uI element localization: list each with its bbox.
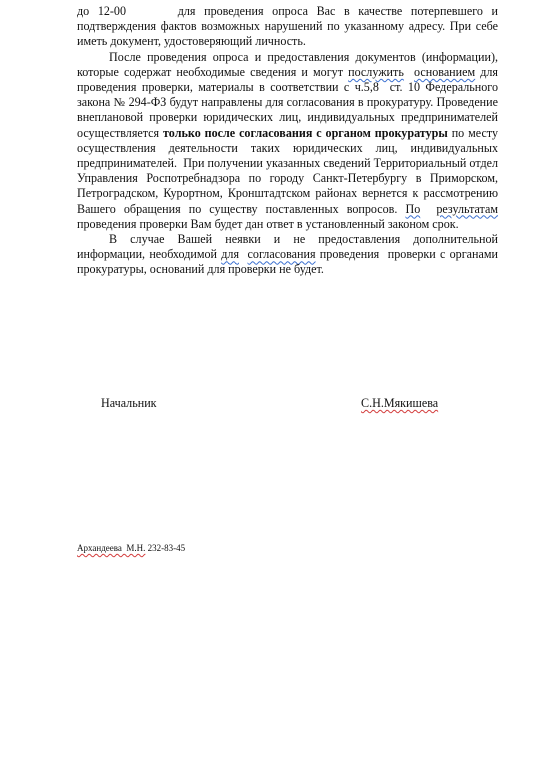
paragraph-nonappearance (77, 232, 502, 278)
procedure-text-3: для проведения проверки, материалы в соответствии с ч.5,8 ст. 10 Федерального закона № 294-ФЗ будут направлены для согласования в прокуратуру. Проведение внеплановой проверки юридических лиц, индивидуальных предпринимателей осуществляется (77, 64, 502, 140)
nonappearance-text-2 (239, 247, 248, 261)
word-rezultatam: результатам (436, 201, 499, 216)
procedure-text-1: После проведения опроса и предоставления документов (информации), которые содержат необходимые сведения и могут (77, 49, 502, 79)
paragraph-appointment (77, 4, 502, 50)
letter-body (77, 4, 502, 278)
word-osnovaniem: основанием (414, 64, 476, 79)
signature-role: Начальник (101, 396, 157, 410)
procedure-text-2 (404, 65, 414, 79)
word-soglasovaniya: согласования (247, 247, 316, 262)
word-dlya: для (221, 247, 240, 262)
word-posluzhit: послужить (348, 64, 404, 79)
procedure-bold-text: только после согласования с органом прокуратуры (163, 125, 448, 140)
executor-phone: 232-83-45 (147, 543, 186, 553)
procedure-text-4: по месту осуществления деятельности таких юридических лиц, индивидуальных предпринимателей. При получении указанных сведений Территориальный отдел Управления Роспотребнадзора по городу Санкт-Петербургу в Приморском, Петроградском, Курортном, Кронштадтском районах вернется к рассмотрению Вашего обращения по существу поставленных вопросов. (77, 125, 502, 216)
signature-name: С.Н.Мякишева (361, 396, 439, 410)
paragraph-procedure (77, 49, 502, 232)
paragraph-appointment-text: до 12-00 для проведения опроса Вас в качестве потерпевшего и подтверждения фактов возможных нарушений по указанному адресу. При себе иметь документ, удостоверяющий личность. (77, 4, 502, 49)
executor-name: Архандеева М.Н. (77, 543, 146, 553)
nonappearance-text-1: В случае Вашей неявки и не предоставления дополнительной информации, необходимой (77, 232, 502, 262)
executor-line (77, 543, 185, 553)
nonappearance-text-3: проведения проверки с органами прокуратуры, оснований для проверки не будет. (77, 247, 502, 277)
procedure-text-5 (420, 202, 436, 216)
procedure-text-6: проведения проверки Вам будет дан ответ в установленный законом срок. (77, 201, 502, 231)
word-po: По (405, 201, 421, 216)
